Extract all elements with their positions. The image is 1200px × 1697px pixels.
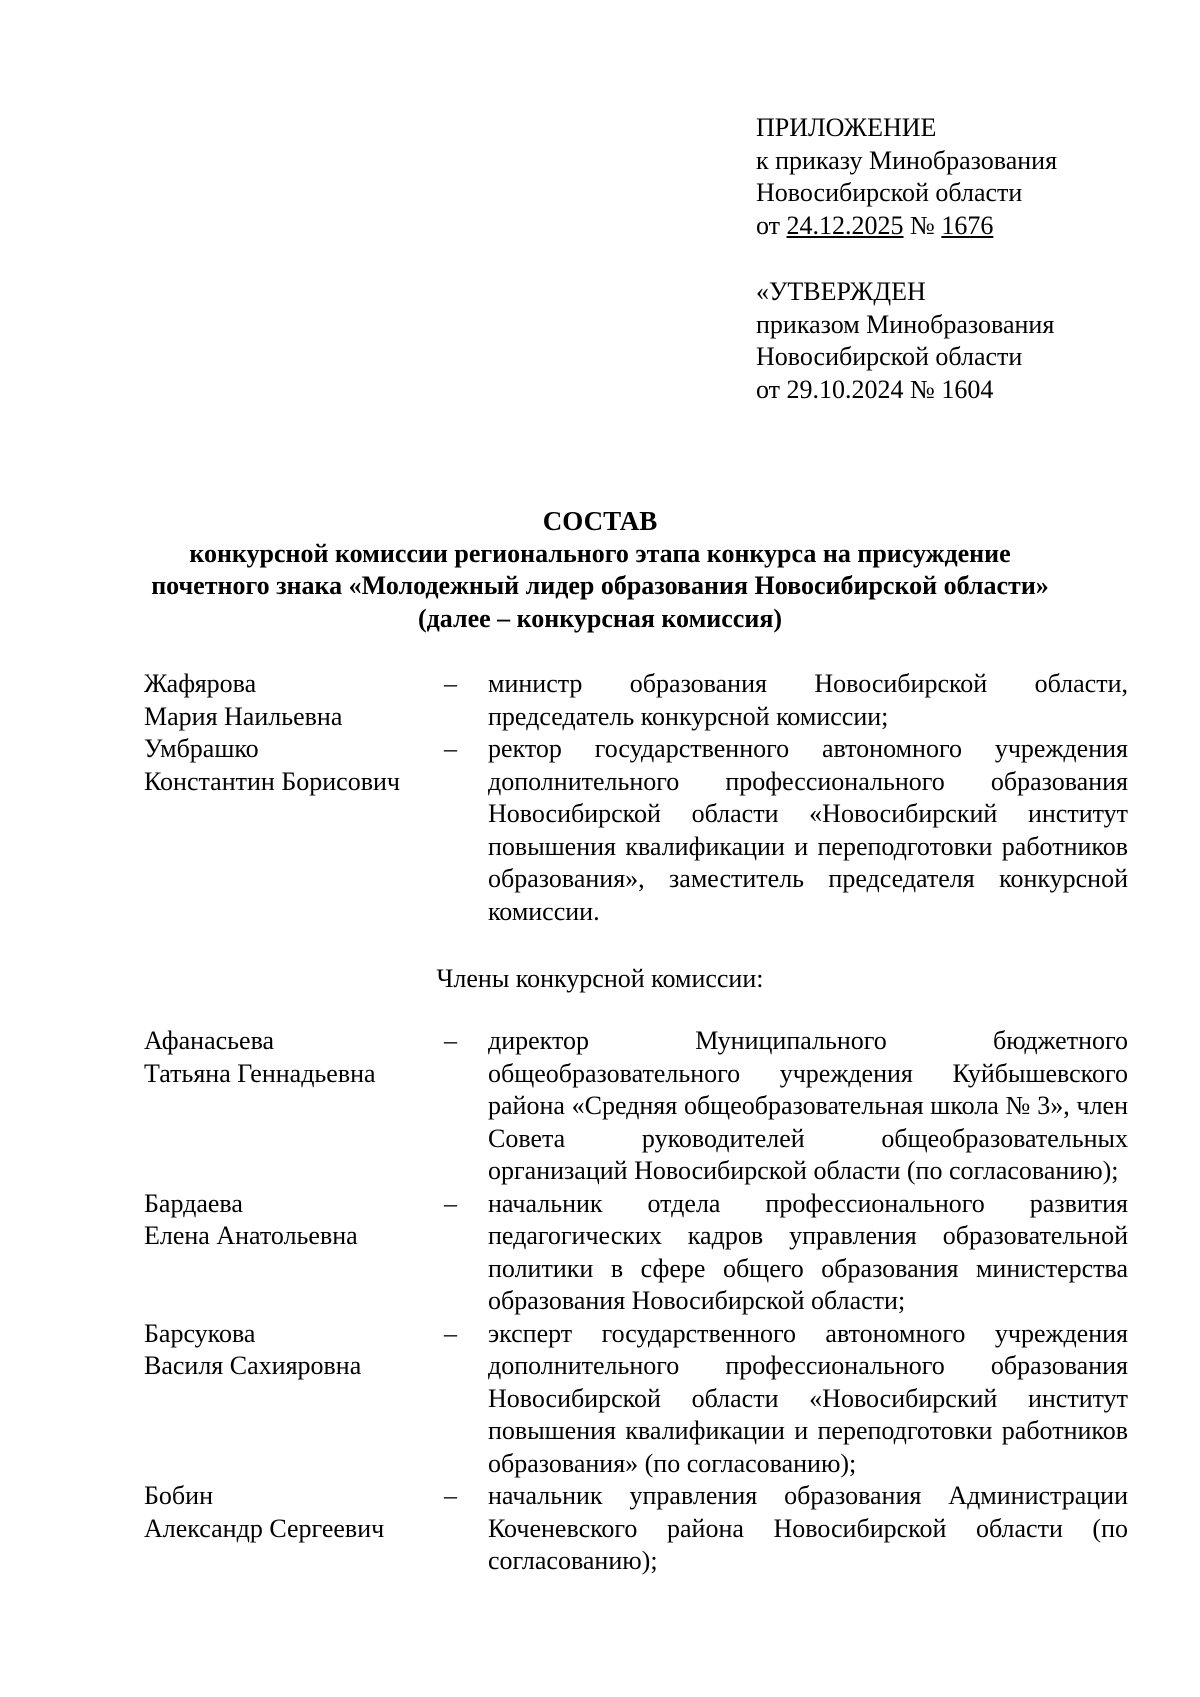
dash: – <box>444 1481 457 1510</box>
appendix-order-ref: к приказу Минобразования <box>756 145 1058 175</box>
member-name <box>144 733 434 798</box>
appendix-header <box>756 112 1057 242</box>
member-description: министр образования Новосибирской области, председатель конкурсной комиссии; <box>488 669 1128 731</box>
member-description: начальник управления образования Администрации Коченевского района Новосибирской области (по согласованию); <box>488 1481 1128 1575</box>
member-given-names: Александр Сергеевич <box>144 1513 385 1543</box>
member-name <box>144 668 434 733</box>
approved-region: Новосибирской области <box>756 342 1023 371</box>
member-surname: Афанасьева <box>144 1026 275 1055</box>
member-description: начальник отдела профессионального развития педагогических кадров управления образовательной политики в сфере общего образования министерства образования Новосибирской области; <box>488 1188 1128 1315</box>
number-prefix: № <box>910 210 935 240</box>
member-row <box>144 733 1128 928</box>
member-name <box>144 1025 434 1090</box>
member-given-names: Мария Наильевна <box>144 701 343 731</box>
dash: – <box>444 1188 457 1218</box>
approved-date-line: от 29.10.2024 № 1604 <box>756 374 994 404</box>
member-surname: Бардаева <box>144 1188 243 1218</box>
member-row <box>144 668 1128 733</box>
member-surname: Бобин <box>144 1481 213 1510</box>
member-row <box>144 1480 1128 1578</box>
approved-order-ref: приказом Минобразования <box>756 309 1055 339</box>
member-given-names: Константин Борисович <box>144 766 400 796</box>
dash: – <box>444 669 457 698</box>
member-description: эксперт государственного автономного учреждения дополнительного профессионального образования Новосибирской области «Новосибирский институт повышения квалификации и переподготовки работников образования» (по согласованию); <box>488 1318 1128 1478</box>
date-prefix: от <box>756 210 781 240</box>
dash: – <box>444 1026 457 1055</box>
members-section-title: Члены конкурсной комиссии: <box>436 964 764 993</box>
order-date: 24.12.2025 <box>786 210 904 240</box>
member-row <box>144 1318 1128 1481</box>
title-line-3: (далее – конкурсная комиссия) <box>417 603 783 633</box>
members-list <box>144 1025 1128 1578</box>
member-surname: Барсукова <box>144 1318 256 1348</box>
member-given-names: Василя Сахияровна <box>144 1351 362 1380</box>
appendix-region: Новосибирской области <box>756 178 1023 207</box>
member-name <box>144 1318 434 1383</box>
approved-block <box>756 276 1054 406</box>
title-line-2: почетного знака «Молодежный лидер образования Новосибирской области» <box>151 571 1049 600</box>
document-title <box>0 505 1200 635</box>
member-row <box>144 1188 1128 1318</box>
member-surname: Жафярова <box>144 669 257 698</box>
title-heading: СОСТАВ <box>542 506 658 536</box>
approved-title: «УТВЕРЖДЕН <box>756 277 926 306</box>
appendix-date-line <box>756 210 1057 243</box>
member-given-names: Елена Анатольевна <box>144 1221 358 1250</box>
member-description: ректор государственного автономного учреждения дополнительного профессионального образования Новосибирской области «Новосибирский институт повышения квалификации и переподготовки работников образования», заместитель председателя конкурсной комиссии. <box>488 734 1128 926</box>
dash: – <box>444 734 457 763</box>
member-row <box>144 1025 1128 1188</box>
leadership-list <box>144 668 1128 928</box>
appendix-title: ПРИЛОЖЕНИЕ <box>756 113 937 142</box>
member-surname: Умбрашко <box>144 734 259 763</box>
title-line-1: конкурсной комиссии регионального этапа конкурса на присуждение <box>189 538 1011 568</box>
member-name <box>144 1480 434 1545</box>
member-given-names: Татьяна Геннадьевна <box>144 1058 376 1088</box>
member-description: директор Муниципального бюджетного общеобразовательного учреждения Куйбышевского района «Средняя общеобразовательная школа № 3», член Совета руководителей общеобразовательных организаций Новосибирской области (по согласованию); <box>488 1026 1128 1185</box>
member-name <box>144 1188 434 1253</box>
dash: – <box>444 1318 457 1348</box>
order-number: 1676 <box>941 210 994 240</box>
